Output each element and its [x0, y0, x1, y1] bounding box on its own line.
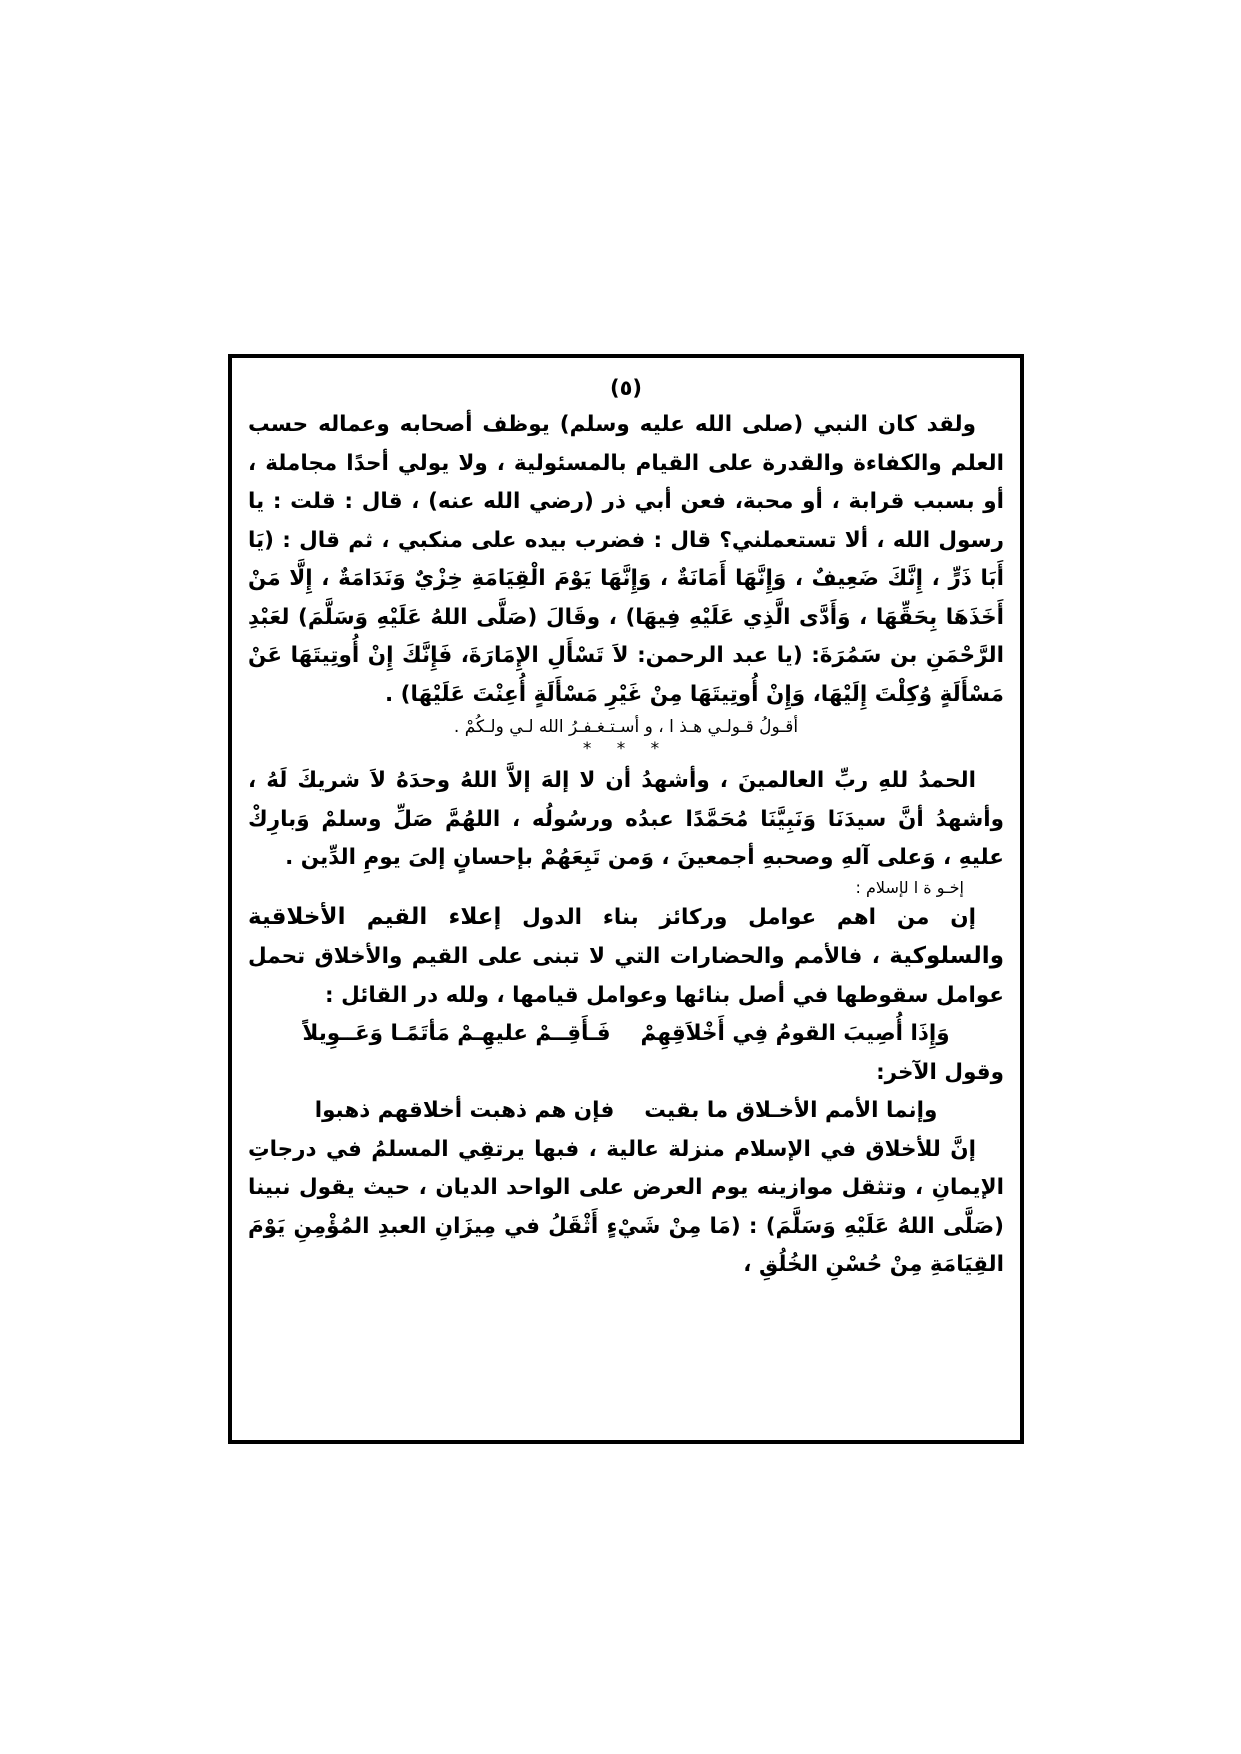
verse-2 [248, 1092, 1004, 1131]
page-number: (٥) [609, 376, 643, 400]
paragraph-praise: الحمدُ للهِ ربِّ العالمينَ ، وأشهدُ أن لا إلهَ إلاَّ اللهُ وحدَهُ لاَ شريكَ لَهُ ، وأشهدُ أنَّ سيدَنَا وَنَبِيَّنَا مُحَمَّدًا عبدُه ورسُولُه ، اللهُمَّ صَلِّ وسلمْ وَبارِكْ عليهِ ، وَعلى آلهِ وصحبهِ أجمعينَ ، وَمن تَبِعَهُمْ بإحسانٍ إلىَ يومِ الدِّين . [248, 768, 1004, 870]
paragraph-values-part2: ، فالأمم والحضارات التي لا تبنى على القيم والأخلاق تحمل عوامل سقوطها في أصل بنائها وعوامل قيامها ، ولله در القائل : [248, 944, 1004, 1008]
verse-1-second-hemistich: فَـأَقِــمْ عليهِـمْ مَأتَمًـا وَعَــوِيلاً [302, 1021, 611, 1046]
other-poet-label: وقول الآخر: [876, 1059, 1004, 1085]
page-frame [228, 354, 1024, 1444]
brothers-label: إخـو ة ا لإسلام : [855, 877, 964, 897]
separator-stars: * * * [582, 739, 670, 759]
verse-2-second-hemistich: فإن هم ذهبت أخلاقهم ذهبوا [314, 1098, 615, 1123]
verse-1 [248, 1015, 1004, 1054]
page-content [248, 372, 1004, 1285]
verse-1-first-hemistich: وَإِذَا أُصِيبَ القومُ فِي أَخْلاَقِهِمْ [640, 1021, 950, 1046]
paragraph-ethics: إنَّ للأخلاق في الإسلام منزلة عالية ، فبها يرتقِي المسلمُ في درجاتِ الإيمانِ ، وتثقل موازينه يوم العرض على الواحد الديان ، حيث يقول نبينا (صَلَّى اللهُ عَلَيْهِ وَسَلَّمَ) : (مَا مِنْ شَيْءٍ أَثْقَلُ في مِيزَانِ العبدِ المُؤْمِنِ يَوْمَ القِيَامَةِ مِنْ حُسْنِ الخُلُقِ ، [248, 1136, 1004, 1277]
paragraph-values [248, 898, 1004, 1016]
paragraph-hadith-abu-dhar: ولقد كان النبي (صلى الله عليه وسلم) يوظف أصحابه وعماله حسب العلم والكفاءة والقدرة على القيام بالمسئولية ، ولا يولي أحدًا مجاملة ، أو بسبب قرابة ، أو محبة، فعن أبي ذر (رضي الله عنه) ، قال : قلت : يا رسول الله ، ألا تستعملني؟ قال : فضرب بيده على منكبي ، ثم قال : (يَا أَبَا ذَرٍّ ، إِنَّكَ ضَعِيفٌ ، وَإِنَّهَا أَمَانَةٌ ، وَإِنَّهَا يَوْمَ الْقِيَامَةِ خِزْيٌ وَنَدَامَةٌ ، إِلَّا مَنْ أَخَذَهَا بِحَقِّهَا ، وَأَدَّى الَّذِي عَلَيْهِ فِيهَا) ، وقَالَ (صَلَّى اللهُ عَلَيْهِ وَسَلَّمَ) لعَبْدِ الرَّحْمَنِ بن سَمُرَةَ: (يا عبد الرحمن: لاَ تَسْأَلِ الإِمَارَةَ، فَإِنَّكَ إِنْ أُوتِيتَهَا عَنْ مَسْأَلَةٍ وُكِلْتَ إِلَيْهَا، وَإِنْ أُوتِيتَهَا مِنْ غَيْرِ مَسْأَلَةٍ أُعِنْتَ عَلَيْهَا) . [248, 412, 1004, 707]
paragraph-values-part1: إن من اهم عوامل وركائز بناء الدول [501, 904, 977, 930]
closing-line: أقـولُ قـولـي هـذ ا ، و أسـتـغـفـرُ الله لـي ولـكُمْ . [453, 717, 799, 737]
paragraph-values-emphasis: إعلاء القيم الأخلاقية والسلوكية [248, 903, 1004, 969]
verse-2-first-hemistich: وإنما الأمم الأخـلاق ما بقيت [644, 1098, 938, 1123]
